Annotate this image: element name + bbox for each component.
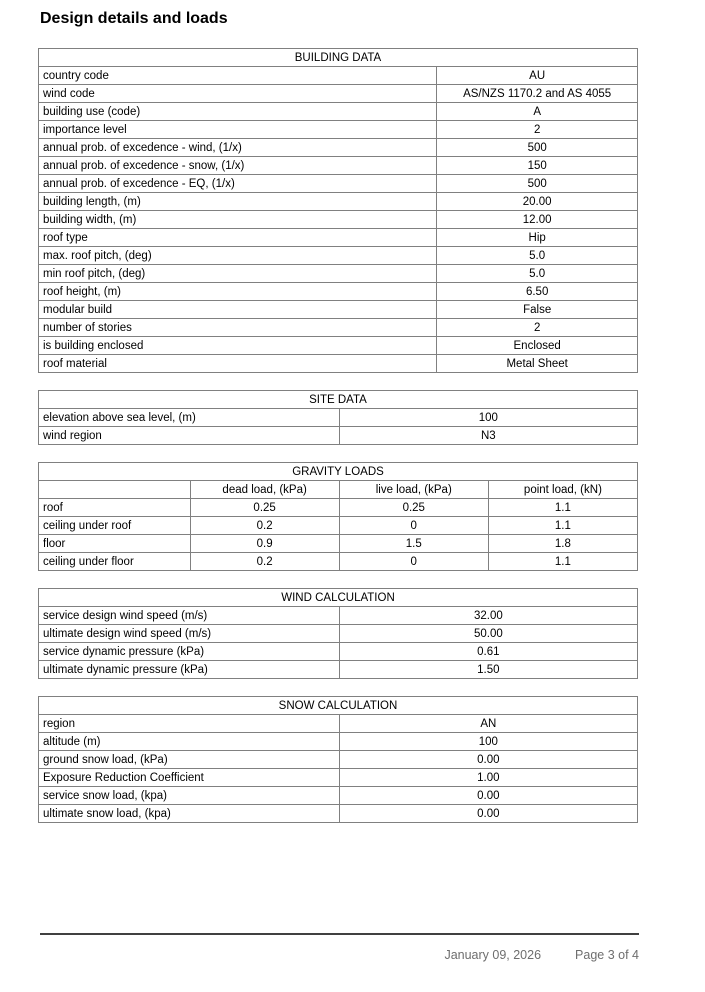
table-title-row <box>39 49 638 67</box>
row-value: 0.00 <box>339 787 637 805</box>
row-value: AU <box>437 67 638 85</box>
table-site-data <box>38 390 638 445</box>
row-value: 100 <box>339 409 637 427</box>
row-label: building length, (m) <box>39 193 437 211</box>
table-row <box>39 265 638 283</box>
row-value: 1.8 <box>488 535 637 553</box>
table-row <box>39 625 638 643</box>
table-row <box>39 661 638 679</box>
table-row <box>39 337 638 355</box>
row-value: 32.00 <box>339 607 637 625</box>
row-value: 0.00 <box>339 751 637 769</box>
table-row <box>39 607 638 625</box>
row-label: annual prob. of excedence - wind, (1/x) <box>39 139 437 157</box>
row-label: ultimate dynamic pressure (kPa) <box>39 661 340 679</box>
column-header: live load, (kPa) <box>339 481 488 499</box>
row-label: ground snow load, (kPa) <box>39 751 340 769</box>
row-value: 0.00 <box>339 805 637 823</box>
row-label: ultimate snow load, (kpa) <box>39 805 340 823</box>
row-label: ceiling under floor <box>39 553 191 571</box>
row-value: 500 <box>437 139 638 157</box>
table-title-row <box>39 391 638 409</box>
row-label: Exposure Reduction Coefficient <box>39 769 340 787</box>
row-label: max. roof pitch, (deg) <box>39 247 437 265</box>
row-value: 2 <box>437 319 638 337</box>
row-value: Hip <box>437 229 638 247</box>
table-row <box>39 211 638 229</box>
row-value: 150 <box>437 157 638 175</box>
row-label: altitude (m) <box>39 733 340 751</box>
row-value: 0.2 <box>190 517 339 535</box>
column-header <box>39 481 191 499</box>
table-title: WIND CALCULATION <box>39 589 638 607</box>
row-value: 0.25 <box>339 499 488 517</box>
row-value: 1.1 <box>488 499 637 517</box>
row-value: 0 <box>339 517 488 535</box>
row-label: wind region <box>39 427 340 445</box>
row-label: building use (code) <box>39 103 437 121</box>
row-label: importance level <box>39 121 437 139</box>
footer-text <box>40 948 639 962</box>
table-title: BUILDING DATA <box>39 49 638 67</box>
row-label: ultimate design wind speed (m/s) <box>39 625 340 643</box>
row-value: 5.0 <box>437 247 638 265</box>
table-building-data <box>38 48 638 373</box>
table-row <box>39 643 638 661</box>
row-label: service dynamic pressure (kPa) <box>39 643 340 661</box>
page-title: Design details and loads <box>40 10 228 27</box>
row-label: min roof pitch, (deg) <box>39 265 437 283</box>
row-value: Enclosed <box>437 337 638 355</box>
table-row <box>39 769 638 787</box>
table-row <box>39 751 638 769</box>
footer-divider <box>40 933 639 935</box>
table-row <box>39 355 638 373</box>
row-value: 0.2 <box>190 553 339 571</box>
footer-page-number: Page 3 of 4 <box>575 948 639 962</box>
row-label: modular build <box>39 301 437 319</box>
row-value: False <box>437 301 638 319</box>
table-row <box>39 787 638 805</box>
table-title-row <box>39 463 638 481</box>
row-label: ceiling under roof <box>39 517 191 535</box>
row-label: building width, (m) <box>39 211 437 229</box>
row-value: A <box>437 103 638 121</box>
table-title-row <box>39 589 638 607</box>
table-row <box>39 85 638 103</box>
row-label: wind code <box>39 85 437 103</box>
table-row <box>39 535 638 553</box>
row-label: service design wind speed (m/s) <box>39 607 340 625</box>
table-row <box>39 427 638 445</box>
row-label: number of stories <box>39 319 437 337</box>
row-value: N3 <box>339 427 637 445</box>
row-value: 1.1 <box>488 517 637 535</box>
row-value: AN <box>339 715 637 733</box>
tables-area <box>38 48 638 840</box>
row-value: 0.9 <box>190 535 339 553</box>
row-label: annual prob. of excedence - snow, (1/x) <box>39 157 437 175</box>
page-footer <box>40 933 639 962</box>
row-label: roof type <box>39 229 437 247</box>
table-gravity-loads <box>38 462 638 571</box>
row-value: 0.61 <box>339 643 637 661</box>
table-row <box>39 805 638 823</box>
table-row <box>39 193 638 211</box>
row-label: roof <box>39 499 191 517</box>
table-row <box>39 157 638 175</box>
row-label: annual prob. of excedence - EQ, (1/x) <box>39 175 437 193</box>
table-wind-calculation <box>38 588 638 679</box>
row-value: 20.00 <box>437 193 638 211</box>
row-label: roof height, (m) <box>39 283 437 301</box>
footer-date: January 09, 2026 <box>444 948 542 962</box>
row-value: 6.50 <box>437 283 638 301</box>
column-header: point load, (kN) <box>488 481 637 499</box>
table-row <box>39 103 638 121</box>
table-row <box>39 229 638 247</box>
row-label: is building enclosed <box>39 337 437 355</box>
table-row <box>39 319 638 337</box>
row-value: Metal Sheet <box>437 355 638 373</box>
row-value: AS/NZS 1170.2 and AS 4055 <box>437 85 638 103</box>
row-value: 500 <box>437 175 638 193</box>
table-row <box>39 553 638 571</box>
table-row <box>39 139 638 157</box>
table-row <box>39 67 638 85</box>
row-label: country code <box>39 67 437 85</box>
table-title: SNOW CALCULATION <box>39 697 638 715</box>
table-snow-calculation <box>38 696 638 823</box>
row-label: elevation above sea level, (m) <box>39 409 340 427</box>
row-value: 1.50 <box>339 661 637 679</box>
table-row <box>39 517 638 535</box>
row-value: 0 <box>339 553 488 571</box>
column-header-row <box>39 481 638 499</box>
row-value: 1.00 <box>339 769 637 787</box>
table-row <box>39 283 638 301</box>
row-value: 50.00 <box>339 625 637 643</box>
row-value: 1.1 <box>488 553 637 571</box>
column-header: dead load, (kPa) <box>190 481 339 499</box>
table-row <box>39 409 638 427</box>
row-value: 2 <box>437 121 638 139</box>
table-title-row <box>39 697 638 715</box>
row-value: 5.0 <box>437 265 638 283</box>
table-title: GRAVITY LOADS <box>39 463 638 481</box>
row-value: 0.25 <box>190 499 339 517</box>
table-row <box>39 175 638 193</box>
table-title: SITE DATA <box>39 391 638 409</box>
table-row <box>39 715 638 733</box>
row-value: 100 <box>339 733 637 751</box>
row-label: roof material <box>39 355 437 373</box>
row-value: 1.5 <box>339 535 488 553</box>
table-row <box>39 121 638 139</box>
table-row <box>39 499 638 517</box>
table-row <box>39 247 638 265</box>
table-row <box>39 301 638 319</box>
table-row <box>39 733 638 751</box>
row-label: floor <box>39 535 191 553</box>
row-value: 12.00 <box>437 211 638 229</box>
row-label: region <box>39 715 340 733</box>
row-label: service snow load, (kpa) <box>39 787 340 805</box>
